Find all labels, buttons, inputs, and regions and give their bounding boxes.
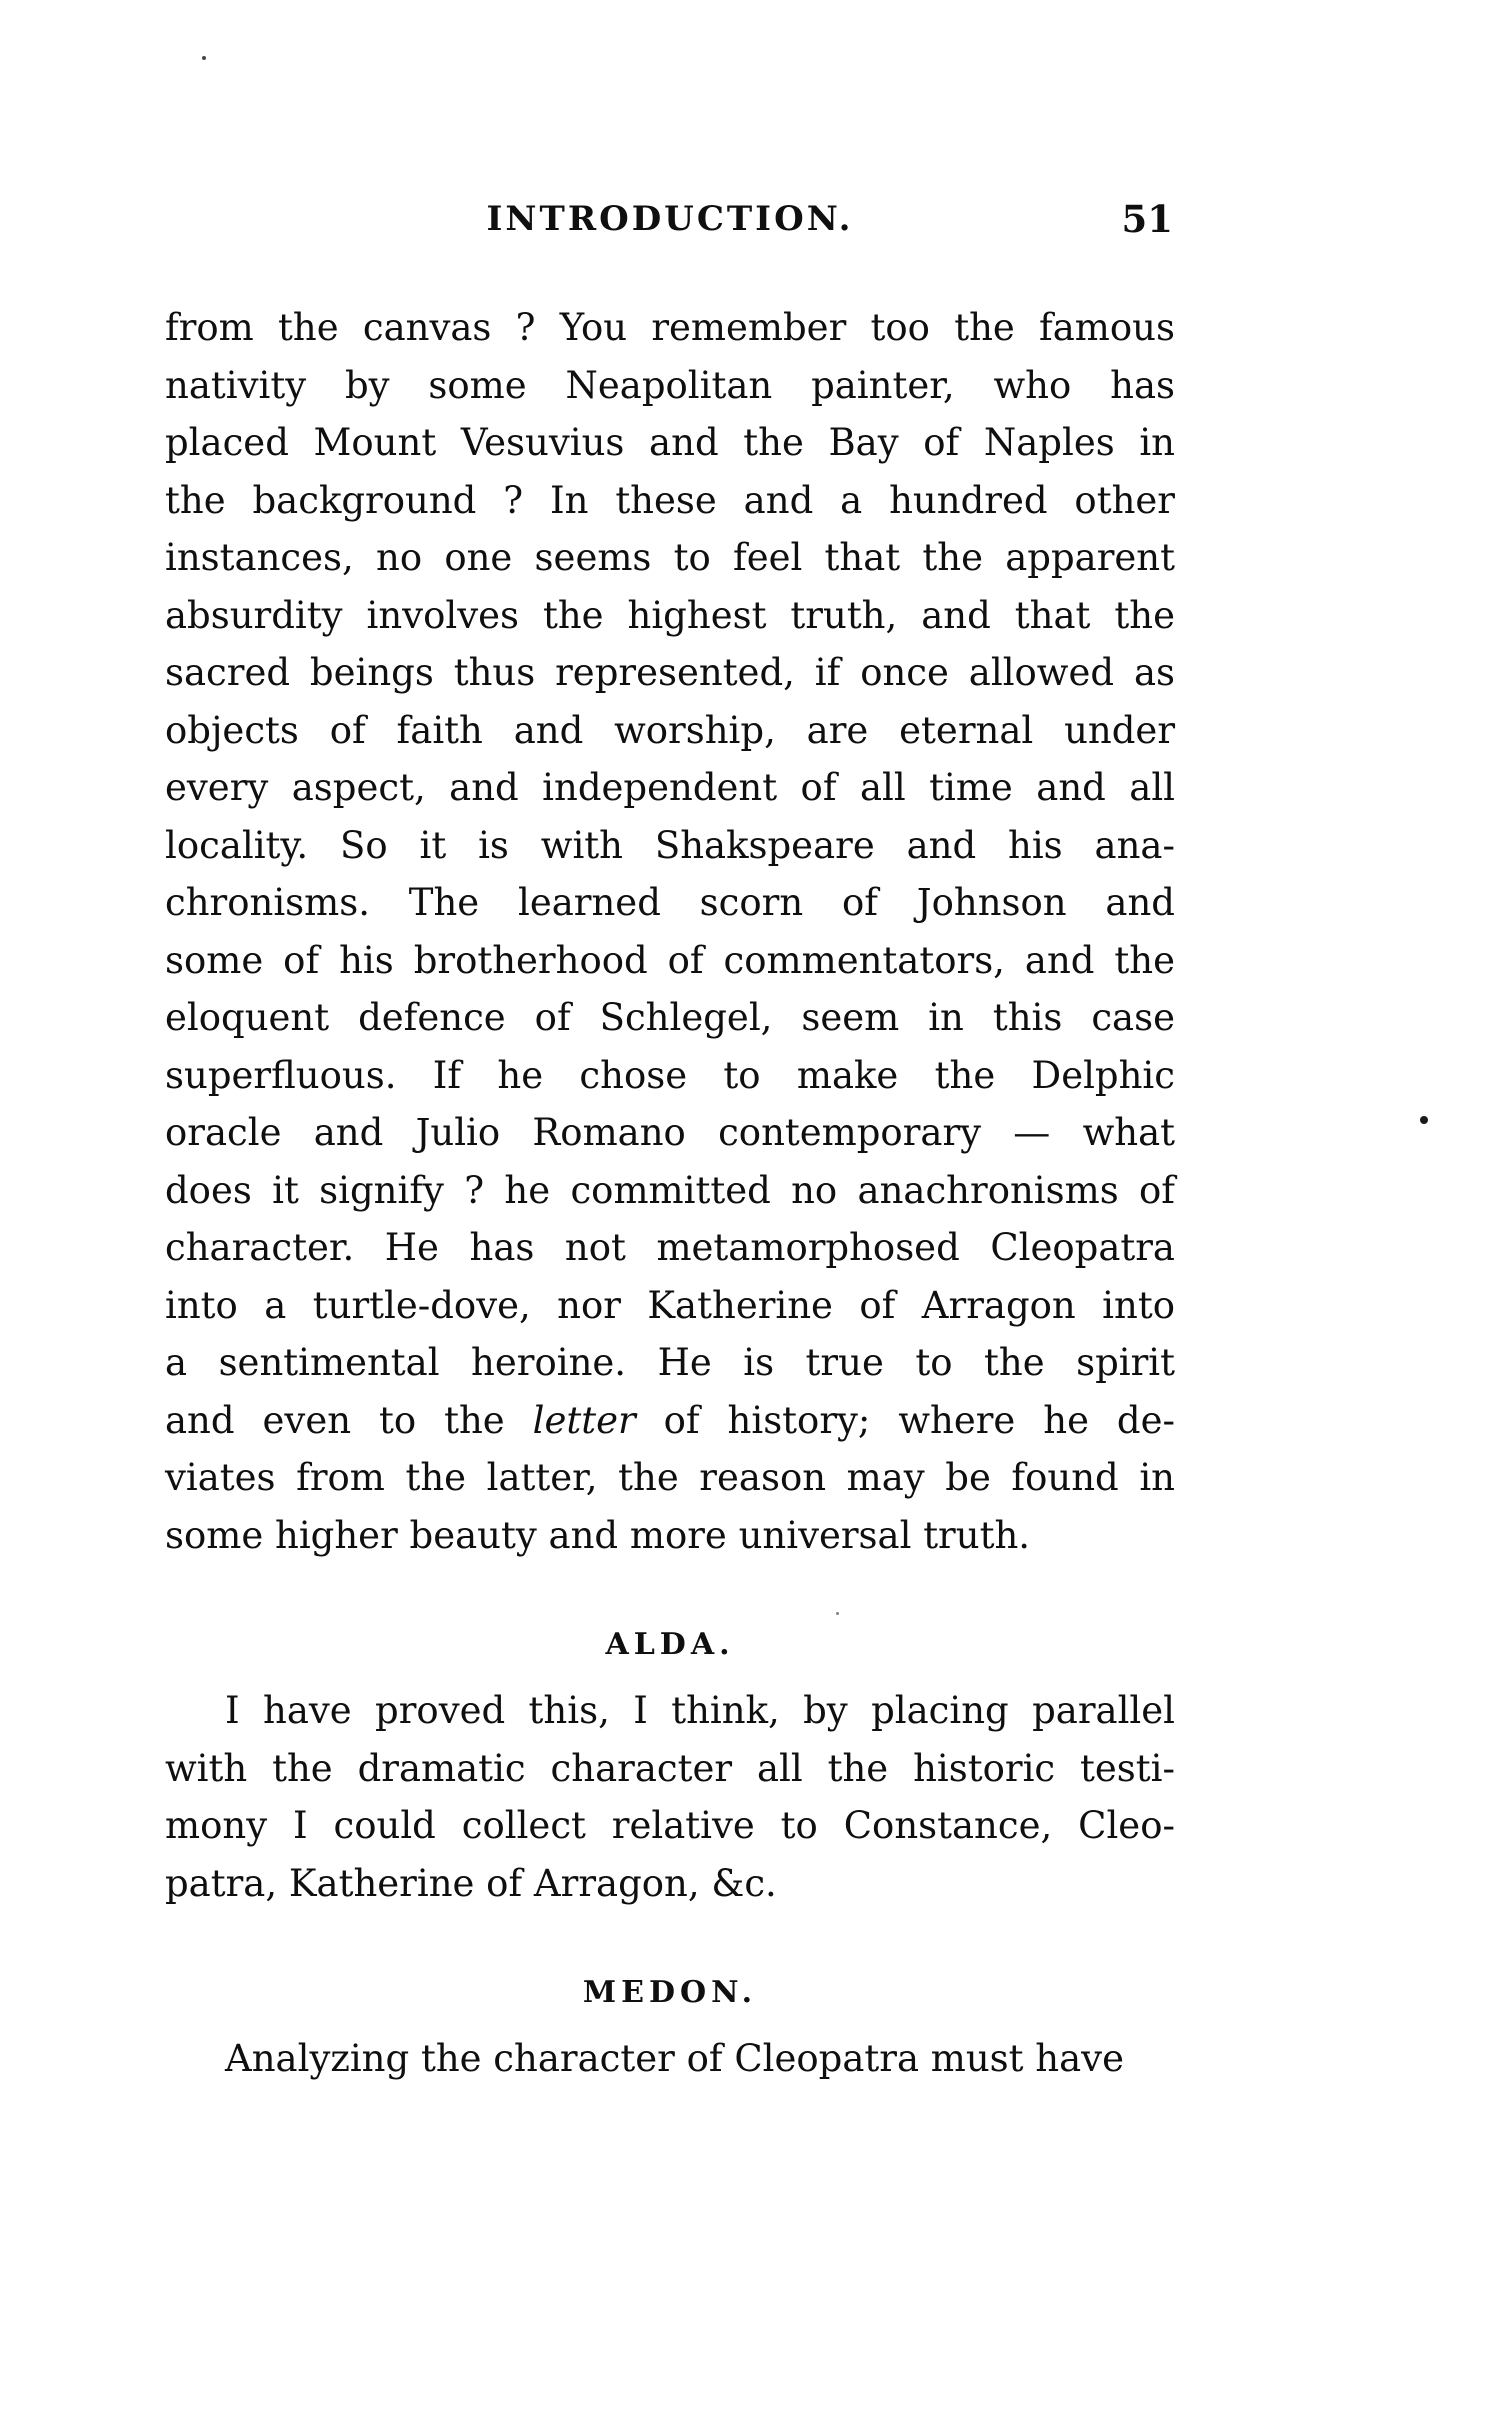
text-line: I have proved this, I think, by placing parallel [225,1689,1175,1732]
text-line: mony I could collect relative to Constance, Cleo- [165,1804,1175,1847]
page-header [165,193,1175,245]
text-line: patra, Katherine of Arragon, &c. [165,1861,777,1905]
text-line: absurdity involves the highest truth, and that the [165,593,1175,637]
text-line: sacred beings thus represented, if once allowed as [165,651,1175,694]
text-line: nativity by some Neapolitan painter, who has [165,363,1175,407]
text-line: some higher beauty and more universal truth. [165,1513,1031,1557]
page-number: 51 [1121,197,1173,241]
text-line: Analyzing the character of Cleopatra must have [225,2037,1124,2080]
text-line: character. He has not metamorphosed Cleopatra [165,1226,1175,1269]
text-line: from the canvas ? You remember too the famous [165,306,1175,349]
text-line: oracle and Julio Romano contemporary — what [165,1111,1175,1154]
ink-speck [202,56,206,60]
text-line: placed Mount Vesuvius and the Bay of Naples in [165,421,1175,464]
text-line: into a turtle-dove, nor Katherine of Arragon into [165,1283,1175,1327]
text-line: viates from the latter, the reason may be found in [165,1456,1175,1499]
ink-speck [836,1612,839,1615]
text-line: every aspect, and independent of all time and all [165,766,1175,809]
speaker-heading: ALDA. [605,1627,735,1662]
text-line: a sentimental heroine. He is true to the spirit [165,1341,1175,1384]
text-line: and even to the letter of history; where he de- [165,1398,1175,1442]
text-line: instances, no one seems to feel that the apparent [165,536,1175,579]
text-line: superfluous. If he chose to make the Delphic [165,1053,1175,1097]
ink-speck [1420,1116,1428,1124]
text-line: with the dramatic character all the historic testi- [165,1746,1175,1790]
paragraph [165,1682,1175,1912]
text-line: does it signify ? he committed no anachronisms of [165,1168,1175,1212]
speaker-heading: MEDON. [582,1975,758,2010]
running-title: INTRODUCTION. [486,199,854,239]
text-line: eloquent defence of Schlegel, seem in this case [165,996,1175,1039]
text-line: the background ? In these and a hundred other [165,478,1175,522]
text-line: objects of faith and worship, are eternal under [165,708,1175,752]
paragraph [165,299,1175,1564]
text-line: locality. So it is with Shakspeare and his ana- [165,823,1175,867]
text-line: chronisms. The learned scorn of Johnson and [165,881,1175,924]
text-column [165,299,1175,2088]
text-line: some of his brotherhood of commentators, and the [165,938,1175,982]
paragraph [165,2030,1175,2088]
